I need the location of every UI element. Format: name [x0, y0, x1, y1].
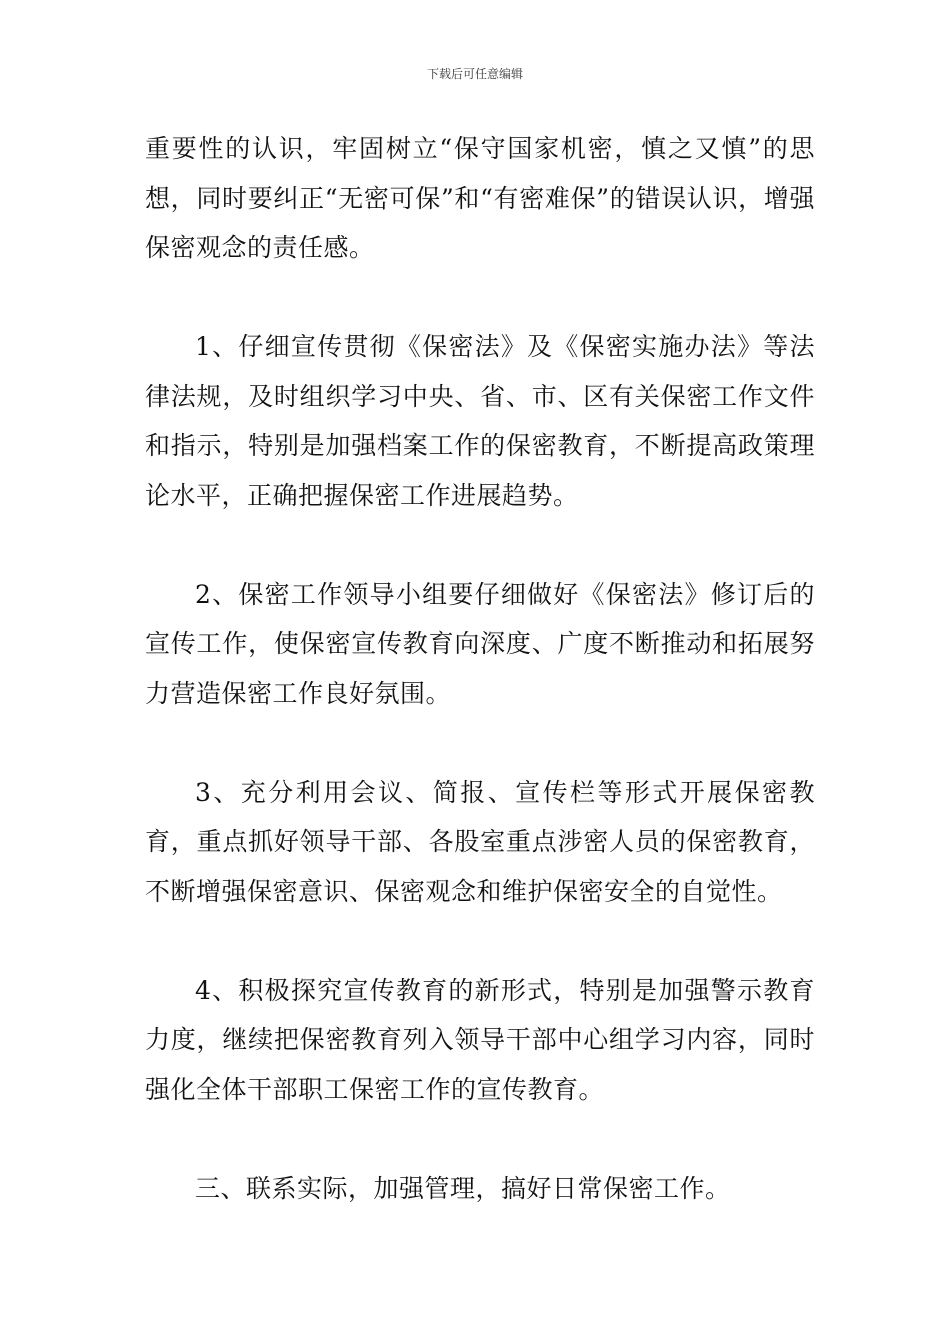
document-body: [145, 124, 815, 1213]
paragraph-4: 3、充分利用会议、简报、宣传栏等形式开展保密教育，重点抓好领导干部、各股室重点涉密人员的保密教育，不断增强保密意识、保密观念和维护保密安全的自觉性。: [145, 777, 815, 906]
paragraph-gap: [145, 718, 815, 768]
paragraph-gap: [145, 916, 815, 966]
paragraph-5: 4、积极探究宣传教育的新形式，特别是加强警示教育力度，继续把保密教育列入领导干部中心组学习内容，同时强化全体干部职工保密工作的宣传教育。: [145, 975, 815, 1104]
paragraph-1: 重要性的认识，牢固树立“保守国家机密，慎之又慎”的思想，同时要纠正“无密可保”和“有密难保”的错误认识，增强保密观念的责任感。: [145, 134, 815, 262]
paragraph-3: 2、保密工作领导小组要仔细做好《保密法》修订后的宣传工作，使保密宣传教育向深度、广度不断推动和拓展努力营造保密工作良好氛围。: [145, 579, 815, 708]
paragraph-2: 1、仔细宣传贯彻《保密法》及《保密实施办法》等法律法规，及时组织学习中央、省、市、区有关保密工作文件和指示，特别是加强档案工作的保密教育，不断提高政策理论水平，正确把握保密工作进展趋势。: [145, 332, 815, 510]
paragraph-gap: [145, 520, 815, 570]
paragraph-6: 三、联系实际，加强管理，搞好日常保密工作。: [195, 1173, 731, 1203]
paragraph-gap: [145, 1114, 815, 1164]
paragraph-gap: [145, 273, 815, 323]
header-note: 下载后可任意编辑: [426, 67, 523, 81]
